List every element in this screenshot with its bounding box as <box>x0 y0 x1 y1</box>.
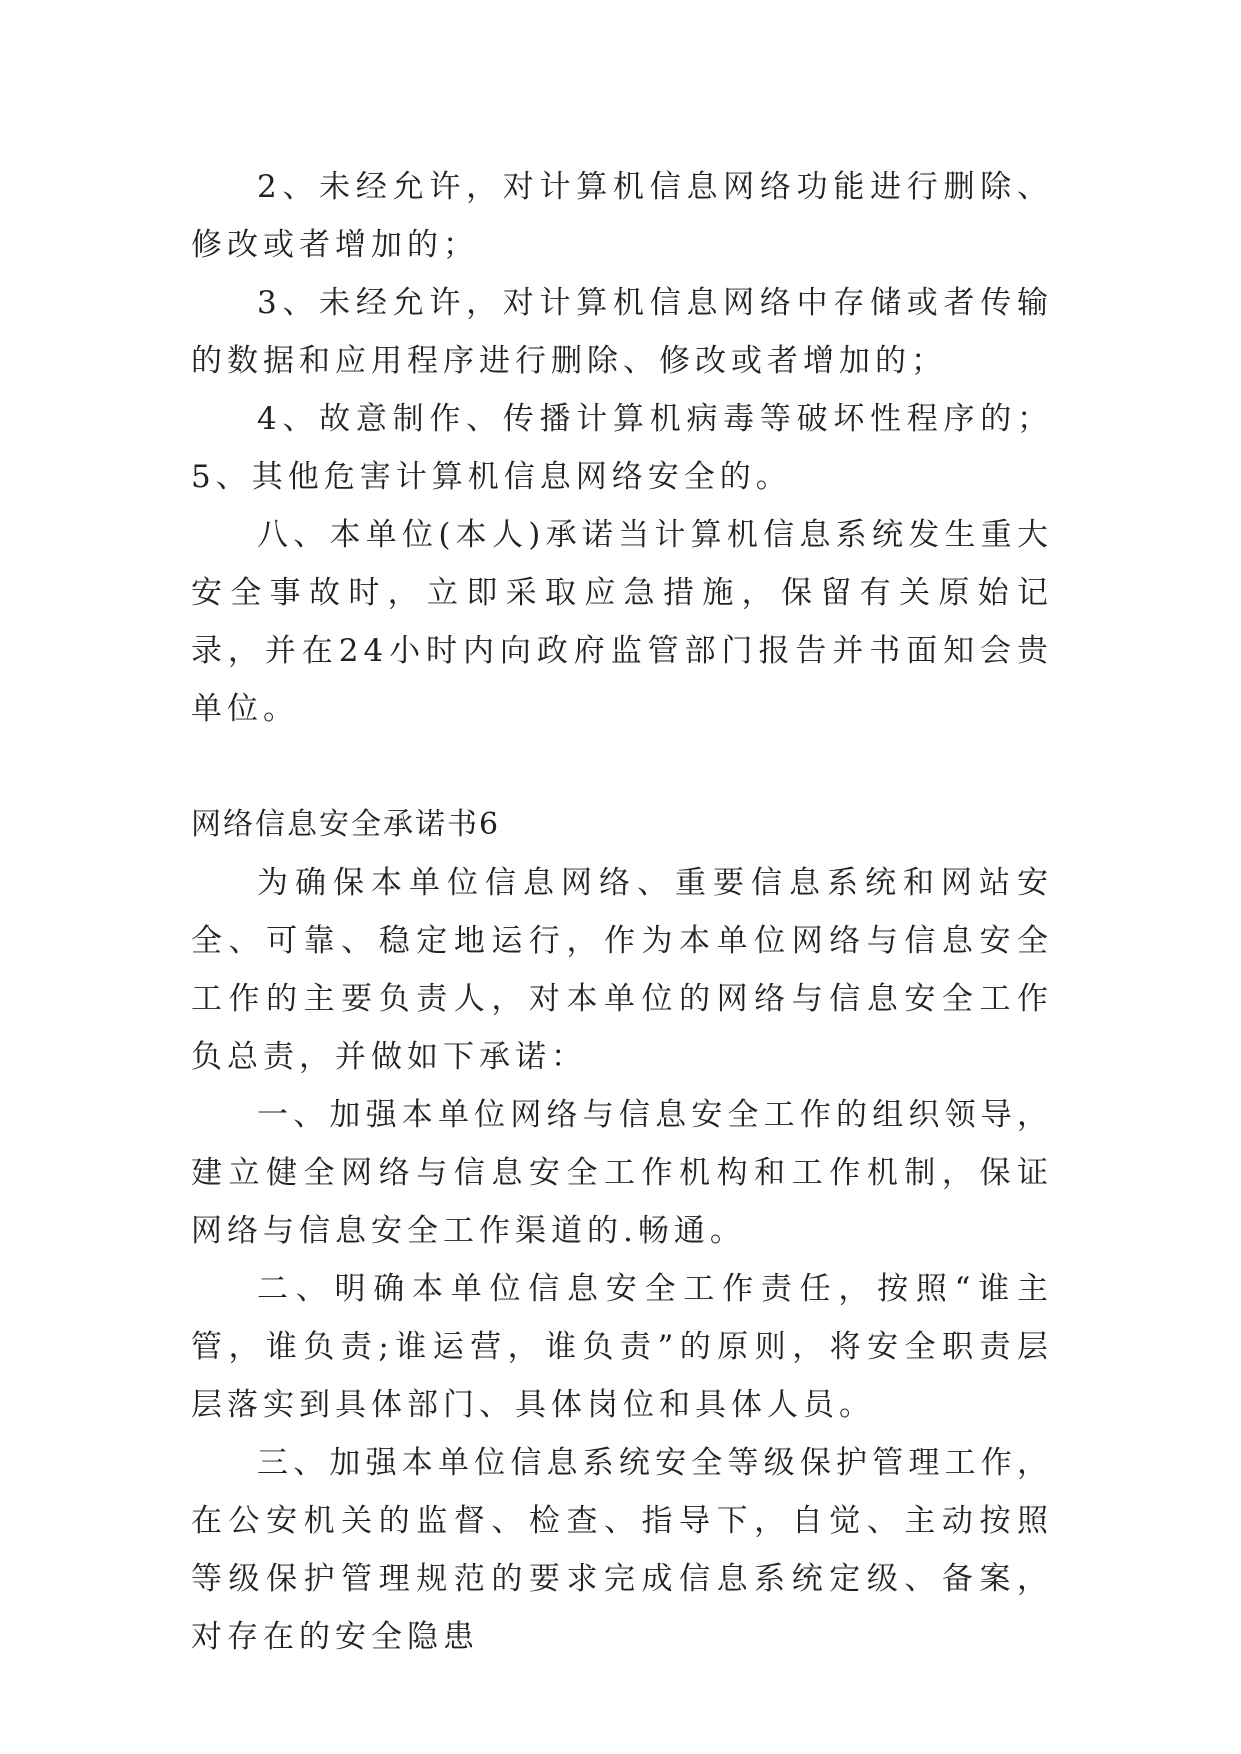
paragraph-item-4-5: 4、故意制作、传播计算机病毒等破坏性程序的；5、其他危害计算机信息网络安全的。 <box>191 401 1053 495</box>
document-body <box>191 158 1053 1666</box>
paragraph-clause-three: 三、加强本单位信息系统安全等级保护管理工作，在公安机关的监督、检查、指导下，自觉、主动按照等级保护管理规范的要求完成信息系统定级、备案，对存在的安全隐患 <box>191 1445 1053 1655</box>
section-title: 网络信息安全承诺书6 <box>191 807 501 842</box>
section-spacer <box>191 738 1053 796</box>
paragraph-clause-one: 一、加强本单位网络与信息安全工作的组织领导，建立健全网络与信息安全工作机构和工作机制，保证网络与信息安全工作渠道的.畅通。 <box>191 1097 1053 1249</box>
paragraph-item-2: 2、未经允许，对计算机信息网络功能进行删除、修改或者增加的； <box>191 169 1053 263</box>
paragraph-intro: 为确保本单位信息网络、重要信息系统和网站安全、可靠、稳定地运行，作为本单位网络与信息安全工作的主要负责人，对本单位的网络与信息安全工作负总责，并做如下承诺： <box>191 865 1053 1075</box>
paragraph-item-3: 3、未经允许，对计算机信息网络中存储或者传输的数据和应用程序进行删除、修改或者增加的； <box>191 285 1053 379</box>
paragraph-clause-eight: 八、本单位(本人)承诺当计算机信息系统发生重大安全事故时，立即采取应急措施，保留有关原始记录，并在24小时内向政府监管部门报告并书面知会贵单位。 <box>191 517 1053 727</box>
paragraph-clause-two: 二、明确本单位信息安全工作责任，按照“谁主管，谁负责;谁运营，谁负责”的原则，将安全职责层层落实到具体部门、具体岗位和具体人员。 <box>191 1271 1053 1423</box>
